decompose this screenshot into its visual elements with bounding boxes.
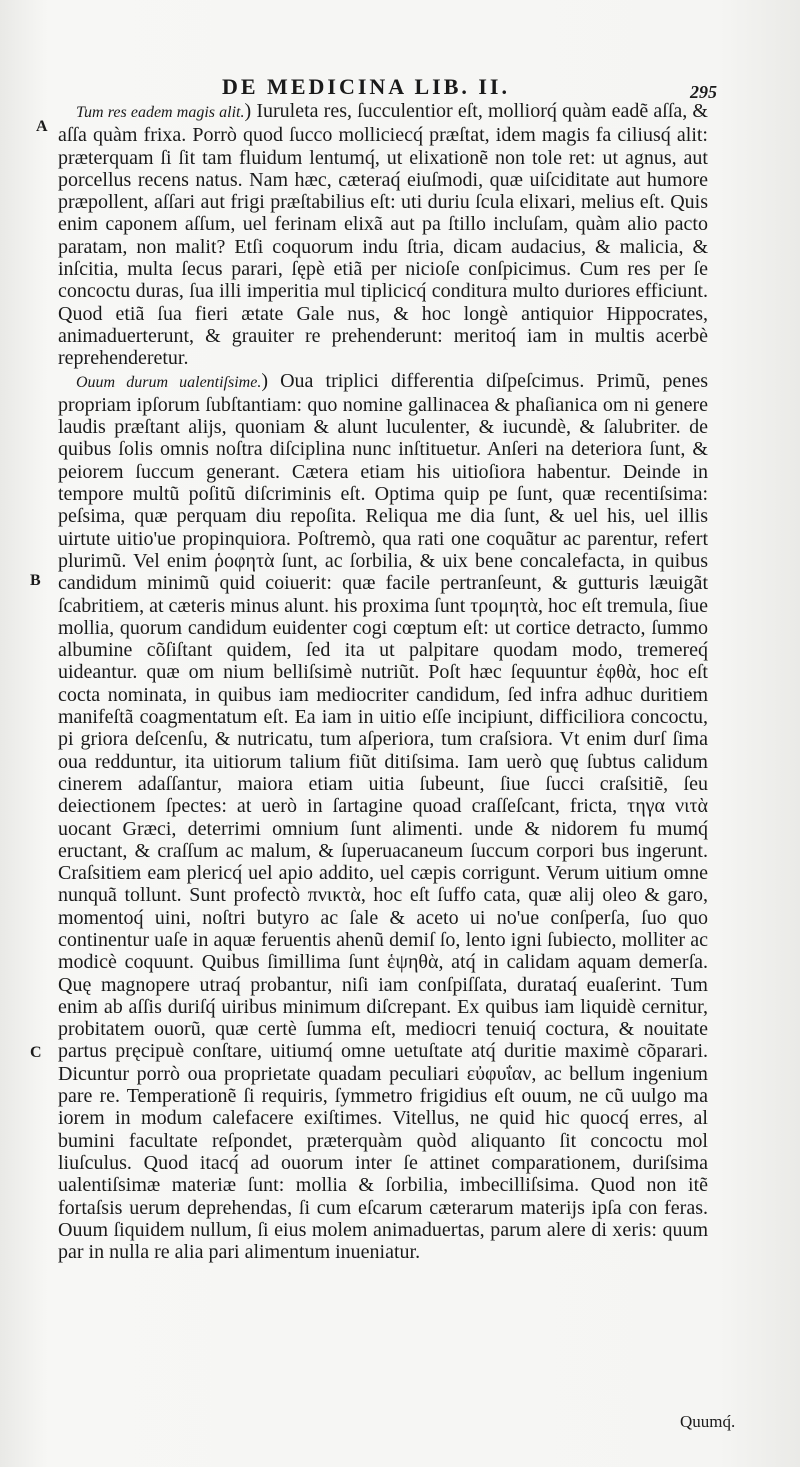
lemma: Ouum durum ualentiſsime. <box>76 373 262 391</box>
paragraph <box>58 100 708 370</box>
margin-letter-c: C <box>30 1044 42 1061</box>
lemma: Tum res eadem magis alit. <box>76 104 245 121</box>
paragraph <box>58 370 708 1264</box>
page-number: 295 <box>690 82 717 102</box>
running-head: DE MEDICINA LIB. II. <box>222 74 510 99</box>
margin-letter-a: A <box>36 118 48 135</box>
paragraph-text: ) Oua triplici differentia diſpeſcimus. Primũ, penes propriam ipſorum ſubſtantiam: quo nomine gallinacea & phaſianica om ni genere laudis præſtant alijs, quoniam & alunt luculenter, & iucundè, & ſalubriter. de quibus ſolis omnis noſtra diſciplina nunc inſtituetur. Anſeri na deteriora ſunt, & peiorem ſuccum generant. Cætera etiam his uitioſiora habentur. Deinde in tempore multũ poſitũ diſcriminis eſt. Optima quip pe ſunt, quæ recentiſsima: peſsima, quæ perquam diu repoſita. Reliqua me dia ſunt, & uel his, uel illis uirtute uitio'ue propinquiora. Poſtremò, qua rati one coquãtur ac parentur, refert plurimũ. Vel enim ῥοφητὰ ſunt, ac ſorbilia, & uix bene concalefacta, in quibus candidum minimũ quid coiuerit: quæ facile pertranſeunt, & gutturis læuigãt ſcabritiem, at cæteris minus alunt. his proxima ſunt τρομητὰ, hoc eſt tremula, ſiue mollia, quorum candidum euidenter cogi cœptum eſt: ut cortice detracto, ſummo albumine cõſiſtant quidem, ſed ita ut palpitare quodam modo, tremereq́ uideantur. quæ om nium belliſsimè nutriũt. Poſt hæc ſequuntur ἑφθὰ, hoc eſt cocta nominata, in quibus iam mediocriter candidum, ſed infra adhuc duritiem manifeſtã coagmentatum eſt. Ea iam in uitio eſſe incipiunt, difficiliora concoctu, pi griora deſcenſu, & nutricatu, tum aſperiora, tum craſsiora. Vt enim durſ ſima oua redduntur, ita uitiorum talium fiũt ditiſsima. Iam uerò quę ſubtus calidum cinerem adaſſantur, maiora etiam uitia ſubeunt, ſiue ſucci craſsitiẽ, ſeu deiectionem ſpectes: at uerò in ſartagine quoad craſſeſcant, fricta, τηγα νιτὰ uocant Græci, deterrimi omnium ſunt alimenti. unde & nidorem fu mumq́ eructant, & craſſum ac malum, & ſuperuacaneum ſuccum corpori bus ingerunt. Craſsitiem eam plericq́ uel apio addito, uel cæpis corrigunt. Verum uitium omne nunquã tollunt. Sunt profectò πνικτὰ, hoc eſt ſuffo cata, quæ alij oleo & garo, momentoq́ uini, noſtri butyro ac ſale & aceto ui no'ue conſperſa, ſuo quo continentur uaſe in aquæ feruentis ahenũ demiſ ſo, lento igni ſubiecto, molliter ac modicè coquunt. Quibus ſimillima ſunt ἑψηθὰ, atq́ in calidam aquam demerſa. Quę magnopere utraq́ probantur, niſi iam conſpiſſata, durataq́ euaſerint. Tum enim ab aſſis duriſq́ uiribus minimum diſcrepant. Ex quibus iam liquidè cernitur, probitatem ouorũ, quæ certè ſumma eſt, mediocri tenuiq́ coctura, & nouitate partus pręcipuè conſtare, uitiumq́ omne uetuſtate atq́ duritie maximè cõparari. Dicuntur porrò oua proprietate quadam peculiari εὐφυΐαν, ac bellum ingenium pare re. Temperationẽ ſi requiris, ſymmetro frigidius eſt ouum, ne cũ uulgo ma iorem in modum calefacere exiſtimes. Vitellus, ne quid hic quocq́ erres, al bumini facultate reſpondet, præterquàm quòd aliquanto ſit concoctu mol liuſculus. Quod itacq́ ad ouorum inter ſe attinet comparationem, duriſsima ualentiſsimæ materiæ ſunt: mollia & ſorbilia, imbecilliſsima. Quod non itẽ fortaſsis uerum deprehendas, ſi cum eſcarum cæterarum materijs ipſa con feras. Ouum ſiquidem nullum, ſi eius molem animaduertas, parum alere di xeris: quum par in nulla re alia pari alimentum inueniatur. <box>58 369 708 1264</box>
margin-letter-b: B <box>30 572 41 589</box>
catchword: Quumq́. <box>680 1412 736 1431</box>
paragraph-text: ) Iuruleta res, ſucculentior eſt, molliorq́ quàm eadẽ aſſa, & aſſa quàm frixa. Porrò quod ſucco molliciecq́ præſtat, idem magis fa ciliusq́ alit: præterquam ſi ſit tam fluidum lentumq́, ut elixationẽ non tole ret: ut agnus, aut porcellus recens natus. Nam hæc, cæteraq́ eiuſmodi, quæ uiſciditate aut humore præpollent, aſſari aut frigi præſtabilius eſt: uti duriu ſcula elixari, melius eſt. Quis enim caponem aſſum, uel ferinam elixã aut pa ſtillo incluſam, quàm alio pacto paratam, non malit? Etſi coquorum indu ſtria, dicam audacius, & malicia, & inſcitia, multa ſecus parari, ſępè etiã per nicioſe conſpicimus. Cum res per ſe concoctu duras, ſua illi imperitia mul tiplicicq́ conditura multo duriores efficiunt. Quod etiã ſua fieri ætate Gale nus, & hoc longè antiquior Hippocrates, animaduerterunt, & grauiter re prehenderunt: meritoq́ iam in multis acerbè reprehenderetur. <box>58 100 708 370</box>
commentary-text <box>58 100 708 1263</box>
